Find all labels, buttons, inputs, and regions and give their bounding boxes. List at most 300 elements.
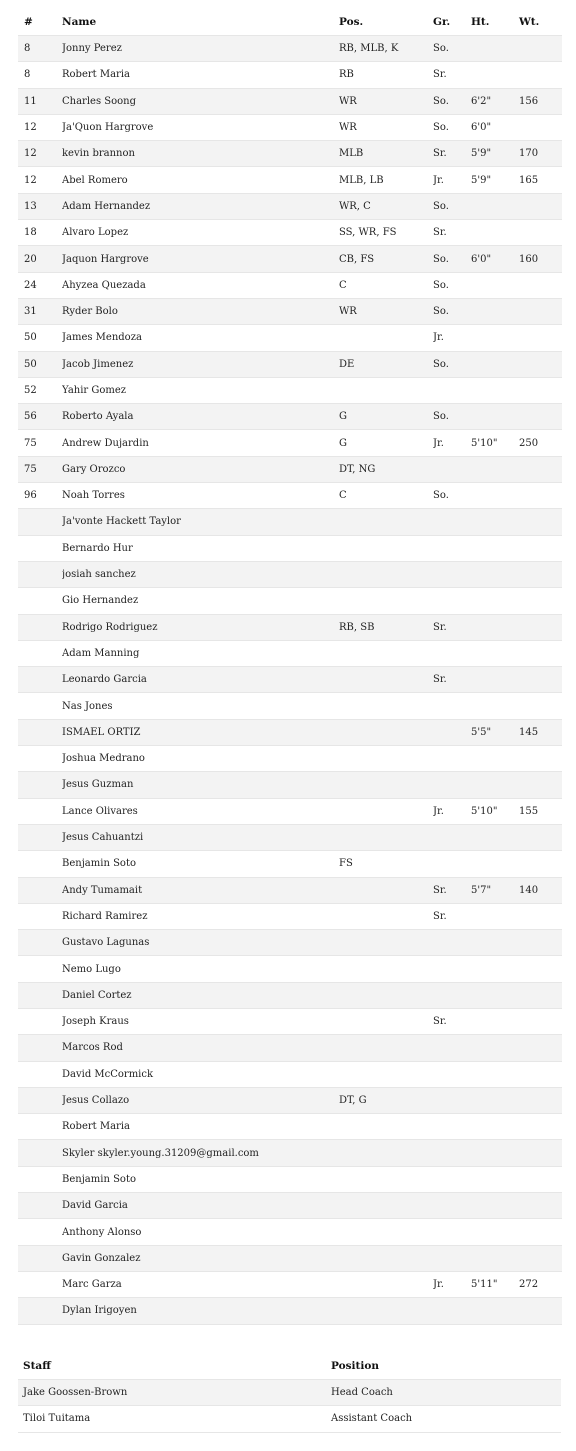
player-number: 24 [18, 272, 62, 298]
player-grade: Jr. [433, 167, 471, 193]
player-position [339, 1035, 433, 1061]
player-number [18, 719, 62, 745]
player-height [471, 272, 519, 298]
player-name: Bernardo Hur [62, 535, 339, 561]
player-grade [433, 561, 471, 587]
player-position [339, 746, 433, 772]
table-row [18, 141, 562, 167]
player-height [471, 1140, 519, 1166]
player-weight [519, 220, 562, 246]
player-weight [519, 1114, 562, 1140]
player-name: Jacob Jimenez [62, 351, 339, 377]
player-weight [519, 903, 562, 929]
player-name: Benjamin Soto [62, 1166, 339, 1192]
player-grade [433, 1193, 471, 1219]
player-grade: So. [433, 404, 471, 430]
player-number: 50 [18, 351, 62, 377]
player-name: Joseph Kraus [62, 1008, 339, 1034]
player-grade: Jr. [433, 798, 471, 824]
table-row [18, 982, 562, 1008]
player-height [471, 903, 519, 929]
player-position [339, 1008, 433, 1034]
player-weight [519, 298, 562, 324]
player-position [339, 693, 433, 719]
player-weight [519, 614, 562, 640]
player-number [18, 509, 62, 535]
player-position: FS [339, 851, 433, 877]
table-row [18, 1008, 562, 1034]
player-number: 20 [18, 246, 62, 272]
player-name: Jesus Guzman [62, 772, 339, 798]
table-row [18, 483, 562, 509]
table-row [18, 614, 562, 640]
table-row [18, 298, 562, 324]
player-weight: 145 [519, 719, 562, 745]
player-number [18, 588, 62, 614]
table-row [18, 62, 562, 88]
player-position [339, 1271, 433, 1297]
player-number [18, 772, 62, 798]
player-height [471, 404, 519, 430]
player-weight [519, 772, 562, 798]
player-name: Lance Olivares [62, 798, 339, 824]
player-weight [519, 114, 562, 140]
player-name: David Garcia [62, 1193, 339, 1219]
table-row [18, 88, 562, 114]
player-weight [519, 325, 562, 351]
player-weight [519, 1219, 562, 1245]
player-grade [433, 588, 471, 614]
table-row [18, 1035, 562, 1061]
player-number [18, 877, 62, 903]
player-name: ISMAEL ORTIZ [62, 719, 339, 745]
player-grade [433, 640, 471, 666]
table-row [18, 114, 562, 140]
player-grade [433, 1061, 471, 1087]
player-name: Jesus Cahuantzi [62, 824, 339, 850]
player-height [471, 772, 519, 798]
player-weight [519, 404, 562, 430]
player-height [471, 535, 519, 561]
player-number [18, 1166, 62, 1192]
player-name: Dylan Irigoyen [62, 1298, 339, 1324]
player-grade [433, 1219, 471, 1245]
player-name: Adam Hernandez [62, 193, 339, 219]
player-name: Yahir Gomez [62, 377, 339, 403]
player-weight [519, 193, 562, 219]
player-height [471, 667, 519, 693]
player-position [339, 1061, 433, 1087]
player-height: 5'9" [471, 141, 519, 167]
player-grade [433, 982, 471, 1008]
player-position: G [339, 430, 433, 456]
table-row [18, 1298, 562, 1324]
staff-name: Jake Goossen-Brown [18, 1380, 331, 1406]
player-weight: 170 [519, 141, 562, 167]
player-grade [433, 719, 471, 745]
player-grade [433, 456, 471, 482]
player-position: MLB [339, 141, 433, 167]
player-position [339, 1193, 433, 1219]
player-position: WR [339, 88, 433, 114]
player-name: Benjamin Soto [62, 851, 339, 877]
table-row [18, 1087, 562, 1113]
player-weight: 155 [519, 798, 562, 824]
player-height [471, 982, 519, 1008]
player-weight [519, 851, 562, 877]
player-grade: Sr. [433, 614, 471, 640]
player-position: RB, MLB, K [339, 36, 433, 62]
table-row [18, 456, 562, 482]
table-row [18, 1245, 562, 1271]
player-position [339, 930, 433, 956]
player-position: WR, C [339, 193, 433, 219]
player-weight [519, 1061, 562, 1087]
table-row [18, 719, 562, 745]
player-position [339, 877, 433, 903]
player-number [18, 1140, 62, 1166]
player-grade [433, 746, 471, 772]
player-number: 13 [18, 193, 62, 219]
table-row [18, 772, 562, 798]
table-row [18, 220, 562, 246]
table-row [18, 561, 562, 587]
player-name: Ryder Bolo [62, 298, 339, 324]
player-position: SS, WR, FS [339, 220, 433, 246]
table-row [18, 824, 562, 850]
table-row [18, 535, 562, 561]
player-position [339, 1114, 433, 1140]
player-name: Jesus Collazo [62, 1087, 339, 1113]
player-height [471, 1035, 519, 1061]
player-position [339, 956, 433, 982]
player-weight [519, 693, 562, 719]
player-number: 52 [18, 377, 62, 403]
player-weight: 272 [519, 1271, 562, 1297]
player-weight [519, 746, 562, 772]
roster-header-row [18, 9, 562, 36]
table-row [18, 956, 562, 982]
player-position [339, 903, 433, 929]
player-name: Marc Garza [62, 1271, 339, 1297]
table-row [18, 509, 562, 535]
header-number[interactable]: # [24, 16, 33, 28]
player-grade: Sr. [433, 877, 471, 903]
player-number [18, 982, 62, 1008]
player-name: josiah sanchez [62, 561, 339, 587]
player-height [471, 1219, 519, 1245]
player-grade: So. [433, 351, 471, 377]
table-row [18, 167, 562, 193]
player-position [339, 1245, 433, 1271]
player-position [339, 561, 433, 587]
staff-position: Head Coach [331, 1380, 561, 1406]
player-number [18, 1298, 62, 1324]
player-number: 31 [18, 298, 62, 324]
header-staff-position: Position [331, 1360, 379, 1372]
player-weight: 250 [519, 430, 562, 456]
player-grade: Sr. [433, 141, 471, 167]
player-number: 96 [18, 483, 62, 509]
player-weight: 140 [519, 877, 562, 903]
staff-header-row [18, 1353, 561, 1380]
player-height: 5'7" [471, 877, 519, 903]
player-height [471, 377, 519, 403]
player-name: Skyler skyler.young.31209@gmail.com [62, 1140, 339, 1166]
player-name: Noah Torres [62, 483, 339, 509]
player-number [18, 903, 62, 929]
player-height [471, 1298, 519, 1324]
player-weight [519, 588, 562, 614]
player-height [471, 930, 519, 956]
table-row [18, 351, 562, 377]
player-number: 75 [18, 456, 62, 482]
player-weight: 156 [519, 88, 562, 114]
player-name: Robert Maria [62, 62, 339, 88]
table-row [18, 377, 562, 403]
table-row [18, 1140, 562, 1166]
player-number [18, 798, 62, 824]
player-height [471, 1193, 519, 1219]
table-row [18, 36, 562, 62]
player-number [18, 1035, 62, 1061]
player-number [18, 640, 62, 666]
player-grade [433, 1166, 471, 1192]
player-weight [519, 956, 562, 982]
table-row [18, 640, 562, 666]
header-position[interactable]: Pos. [339, 16, 364, 28]
player-grade: So. [433, 36, 471, 62]
player-number [18, 614, 62, 640]
player-number: 8 [18, 36, 62, 62]
staff-body [18, 1380, 561, 1433]
staff-table [18, 1353, 561, 1433]
player-weight [519, 535, 562, 561]
player-weight [519, 377, 562, 403]
player-position [339, 509, 433, 535]
table-row [18, 693, 562, 719]
player-height [471, 614, 519, 640]
player-weight [519, 1245, 562, 1271]
player-number [18, 1008, 62, 1034]
player-position: DE [339, 351, 433, 377]
player-position [339, 1166, 433, 1192]
table-row [18, 798, 562, 824]
player-position: MLB, LB [339, 167, 433, 193]
player-position [339, 325, 433, 351]
table-row [18, 851, 562, 877]
player-number [18, 1219, 62, 1245]
player-grade [433, 824, 471, 850]
player-grade: So. [433, 193, 471, 219]
player-height: 5'5" [471, 719, 519, 745]
player-name: Ahyzea Quezada [62, 272, 339, 298]
player-height [471, 1087, 519, 1113]
player-grade: Sr. [433, 667, 471, 693]
player-number: 50 [18, 325, 62, 351]
player-grade: Sr. [433, 903, 471, 929]
player-height: 5'10" [471, 430, 519, 456]
player-number [18, 1114, 62, 1140]
player-grade [433, 509, 471, 535]
player-height [471, 1166, 519, 1192]
player-weight [519, 36, 562, 62]
player-weight [519, 272, 562, 298]
player-weight [519, 1140, 562, 1166]
player-number [18, 1193, 62, 1219]
player-grade: Jr. [433, 430, 471, 456]
staff-name: Tiloi Tuitama [18, 1406, 331, 1432]
player-grade: So. [433, 246, 471, 272]
player-weight [519, 667, 562, 693]
player-grade: So. [433, 483, 471, 509]
player-weight [519, 1087, 562, 1113]
player-name: Rodrigo Rodriguez [62, 614, 339, 640]
table-row [18, 1193, 562, 1219]
player-height [471, 1008, 519, 1034]
player-number [18, 824, 62, 850]
player-height: 6'2" [471, 88, 519, 114]
player-grade [433, 693, 471, 719]
player-name: Richard Ramirez [62, 903, 339, 929]
player-grade: Sr. [433, 62, 471, 88]
player-height [471, 298, 519, 324]
player-weight [519, 456, 562, 482]
table-row [18, 746, 562, 772]
player-height: 5'9" [471, 167, 519, 193]
header-weight[interactable]: Wt. [519, 16, 540, 28]
player-position: C [339, 483, 433, 509]
player-name: Gavin Gonzalez [62, 1245, 339, 1271]
player-name: James Mendoza [62, 325, 339, 351]
player-position: DT, G [339, 1087, 433, 1113]
table-row [18, 1219, 562, 1245]
player-position [339, 667, 433, 693]
player-name: Marcos Rod [62, 1035, 339, 1061]
player-position: WR [339, 114, 433, 140]
player-position [339, 377, 433, 403]
player-number [18, 693, 62, 719]
player-grade [433, 930, 471, 956]
player-number [18, 1271, 62, 1297]
player-name: Gustavo Lagunas [62, 930, 339, 956]
player-height [471, 509, 519, 535]
player-height [471, 1061, 519, 1087]
player-height [471, 325, 519, 351]
player-number [18, 561, 62, 587]
player-weight [519, 1166, 562, 1192]
roster-table [18, 9, 562, 1325]
player-height: 6'0" [471, 114, 519, 140]
header-grade[interactable]: Gr. [433, 16, 451, 28]
table-row [18, 246, 562, 272]
player-height: 5'11" [471, 1271, 519, 1297]
player-weight [519, 483, 562, 509]
player-weight [519, 982, 562, 1008]
player-position: WR [339, 298, 433, 324]
player-name: Nemo Lugo [62, 956, 339, 982]
player-number [18, 1061, 62, 1087]
player-name: Adam Manning [62, 640, 339, 666]
table-row [18, 325, 562, 351]
player-weight [519, 1193, 562, 1219]
player-grade: Jr. [433, 325, 471, 351]
player-weight: 160 [519, 246, 562, 272]
player-height [471, 62, 519, 88]
player-name: Gary Orozco [62, 456, 339, 482]
player-number [18, 1087, 62, 1113]
player-height [471, 956, 519, 982]
player-position [339, 640, 433, 666]
player-grade [433, 377, 471, 403]
player-number: 12 [18, 114, 62, 140]
player-grade [433, 1035, 471, 1061]
player-height [471, 824, 519, 850]
player-weight [519, 351, 562, 377]
player-grade: Jr. [433, 1271, 471, 1297]
player-number [18, 1245, 62, 1271]
player-name: Gio Hernandez [62, 588, 339, 614]
player-height [471, 561, 519, 587]
player-grade [433, 1245, 471, 1271]
table-row [18, 877, 562, 903]
player-weight [519, 509, 562, 535]
player-height [471, 1114, 519, 1140]
player-height [471, 456, 519, 482]
player-height [471, 693, 519, 719]
table-row [18, 1406, 561, 1432]
player-position [339, 719, 433, 745]
player-height: 5'10" [471, 798, 519, 824]
header-height[interactable]: Ht. [471, 16, 490, 28]
player-weight [519, 824, 562, 850]
player-name: Ja'vonte Hackett Taylor [62, 509, 339, 535]
player-height [471, 483, 519, 509]
player-weight [519, 1298, 562, 1324]
player-position: RB [339, 62, 433, 88]
player-height [471, 640, 519, 666]
player-grade [433, 956, 471, 982]
player-name: Daniel Cortez [62, 982, 339, 1008]
player-grade [433, 535, 471, 561]
player-position: C [339, 272, 433, 298]
player-number: 12 [18, 141, 62, 167]
player-height [471, 36, 519, 62]
header-staff: Staff [23, 1360, 51, 1372]
player-position [339, 824, 433, 850]
player-height [471, 1245, 519, 1271]
player-number [18, 851, 62, 877]
player-grade: Sr. [433, 220, 471, 246]
player-position [339, 982, 433, 1008]
player-height: 6'0" [471, 246, 519, 272]
player-position: G [339, 404, 433, 430]
player-height [471, 851, 519, 877]
table-row [18, 930, 562, 956]
table-row [18, 1271, 562, 1297]
player-weight [519, 1008, 562, 1034]
player-grade [433, 772, 471, 798]
table-row [18, 588, 562, 614]
player-height [471, 193, 519, 219]
player-grade: Sr. [433, 1008, 471, 1034]
player-weight [519, 62, 562, 88]
player-name: Alvaro Lopez [62, 220, 339, 246]
player-height [471, 746, 519, 772]
player-name: David McCormick [62, 1061, 339, 1087]
player-number [18, 930, 62, 956]
header-name[interactable]: Name [62, 16, 97, 28]
